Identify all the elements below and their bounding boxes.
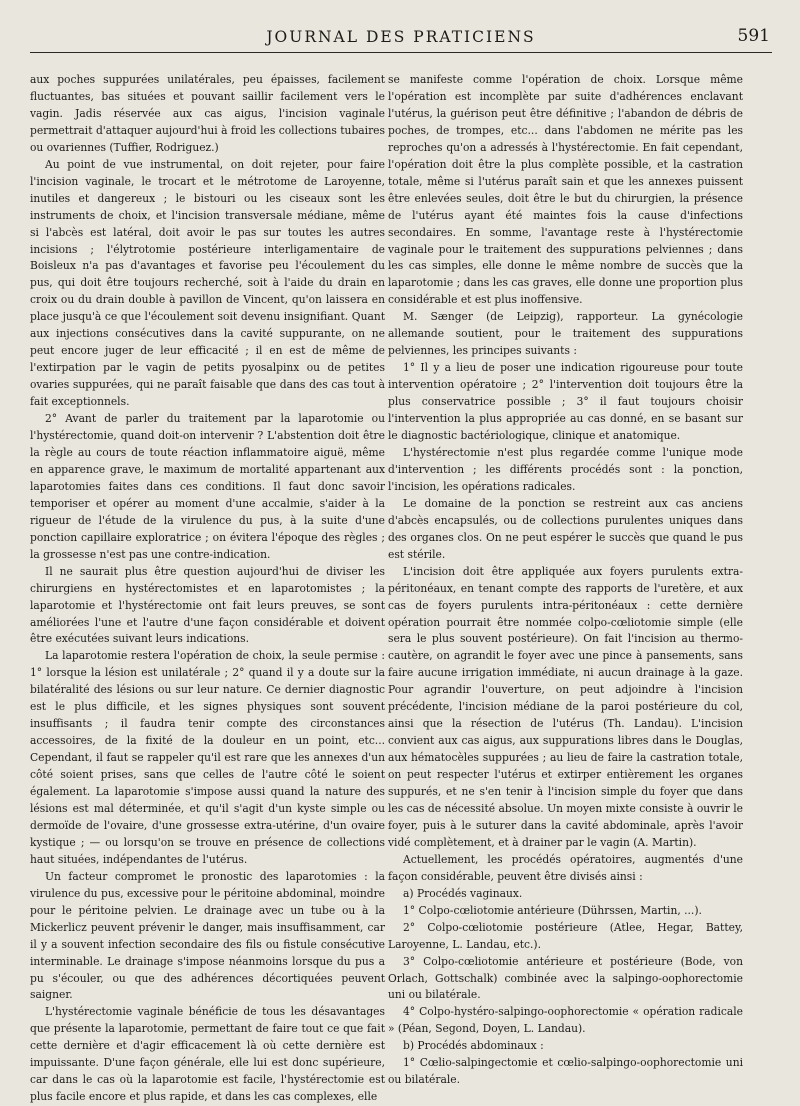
paragraph: Actuellement, les procédés opératoires, augmentés d'une façon considérable, peuvent être divisés ainsi :: [388, 852, 743, 883]
paragraph: L'hystérectomie n'est plus regardée comme l'unique mode d'intervention ; les différents procédés sont : la ponction, l'incision, les opérations radicales.: [388, 445, 743, 493]
list-heading: b) Procédés abdominaux :: [403, 1039, 544, 1053]
left-column: [30, 72, 385, 1106]
running-title: JOURNAL DES PRATICIENS: [266, 28, 536, 46]
list-item: 1° Colpo-cœliotomie antérieure (Dührssen, Martin, ...).: [403, 903, 702, 917]
paragraph: La laparotomie restera l'opération de choix, la seule permise : 1° lorsque la lésion est unilatérale ; 2° quand il y a doute sur la bilatéralité des lésions ou sur leur nature. Ce dernier diagnostic est le plus difficile, et les signes physiques sont souvent insuffisants ; il faudra tenir compte des circonstances accessoires, de la fixité de la douleur en un point, etc... Cependant, il faut se rappeler qu'il est rare que les annexes d'un côté soient prises, sans que celles de l'autre côté le soient également. La laparotomie s'impose aussi quand la nature des lésions est mal déterminée, et qu'il s'agit d'un kyste simple ou dermoïde de l'ovaire, d'une grossesse extra-utérine, d'un ovaire kystique ; — ou lorsqu'on se trouve en présence de collections haut situées, indépendantes de l'utérus.: [30, 649, 385, 866]
right-column: [388, 72, 743, 1089]
page-header: [30, 22, 772, 53]
list-item: 3° Colpo-cœliotomie antérieure et postérieure (Bode, von Orlach, Gottschalk) combinée avec la salpingo-oophorectomie uni ou bilatérale.: [388, 954, 743, 1002]
paragraph: aux poches suppurées unilatérales, peu épaisses, facilement fluctuantes, bas situées et pouvant saillir facilement vers le vagin. Jadis réservée aux cas aigus, l'incision vaginale permettrait d'attaquer aujourd'hui à froid les collections tubaires ou ovariennes (Tuffier, Rodriguez.): [30, 73, 385, 154]
list-item: 1° Cœlio-salpingectomie et cœlio-salpingo-oophorectomie uni ou bilatérale.: [388, 1056, 743, 1087]
page-number: 591: [737, 26, 770, 46]
paragraph: Le domaine de la ponction se restreint aux cas anciens d'abcès encapsulés, ou de collections purulentes uniques dans des organes clos. On ne peut espérer le succès que quand le pus est stérile.: [388, 496, 743, 561]
paragraph: 1° Il y a lieu de poser une indication rigoureuse pour toute intervention opératoire ; 2° l'intervention doit toujours être la plus conservatrice possible ; 3° il faut toujours choisir l'intervention la plus appropriée au cas donné, en se basant sur le diagnostic bactériologique, clinique et anatomique.: [388, 361, 743, 443]
paragraph: L'incision doit être appliquée aux foyers purulents extra-péritonéaux, en tenant compte des rapports de l'uretère, et aux cas de foyers purulents intra-péritonéaux : cette dernière opération pourrait être nommée colpo-cœliotomie simple (elle sera le plus souvent postérieure). On fait l'incision au thermo-cautère, on agrandit le foyer avec une pince à pansements, sans faire aucune irrigation immédiate, ni aucun drainage à la gaze. Pour agrandir l'ouverture, on peut adjoindre à l'incision précédente, l'incision médiane de la paroi postérieure du col, ainsi que la résection de l'utérus (Th. Landau). L'incision convient aux cas aigus, aux suppurations libres dans le Douglas, aux hématocèles suppurées ; au lieu de faire la castration totale, on peut respecter l'utérus et extirper entièrement les organes suppurés, et ne s'en tenir à l'incision simple du foyer que dans les cas de nécessité absolue. Un moyen mixte consiste à ouvrir le foyer, puis à le suturer dans la cavité abdominale, après l'avoir vidé complètement, et à drainer par le vagin (A. Martin).: [388, 564, 743, 849]
list-heading: a) Procédés vaginaux.: [403, 886, 523, 900]
paragraph: M. Sænger (de Leipzig), rapporteur. La gynécologie allemande soutient, pour le traitement des suppurations pelviennes, les principes suivants :: [388, 310, 743, 358]
paragraph: Au point de vue instrumental, on doit rejeter, pour faire l'incision vaginale, le trocart et le métrotome de Laroyenne, inutiles et dangereux ; le bistouri ou les ciseaux sont les instruments de choix, et l'incision transversale médiane, même si l'abcès est latéral, doit avoir le pas sur toutes les autres incisions ; l'élytrotomie postérieure interligamentaire de Boisleux n'a pas d'avantages et favorise peu l'écoulement du pus, qui doit être toujours recherché, soit à l'aide du drain en croix ou du drain double à pavillon de Vincent, qu'on laissera en place jusqu'à ce que l'écoulement soit devenu insignifiant. Quant aux injections consécutives dans la cavité suppurante, on ne peut encore juger de leur efficacité ; il en est de même de l'extirpation par le vagin de petits pyosalpinx ou de petites ovaries suppurées, qui ne paraît faisable que dans des cas tout à fait exceptionnels.: [30, 157, 385, 409]
paragraph: se manifeste comme l'opération de choix. Lorsque même l'opération est incomplète par suite d'adhérences enclavant l'utérus, la guérison peut être définitive ; l'abandon de débris de poches, de trompes, etc... dans l'abdomen ne mérite pas les reproches qu'on a adressés à l'hystérectomie. En fait cependant, l'opération doit être la plus complète possible, et la castration totale, même si l'utérus paraît sain et que les annexes puissent être enlevées seules, doit être le but du chirurgien, la présence de l'utérus ayant été maintes fois la cause d'infections secondaires. En somme, l'avantage reste à l'hystérectomie vaginale pour le traitement des suppurations pelviennes ; dans les cas simples, elle donne le même nombre de succès que la laparotomie ; dans les cas graves, elle donne une proportion plus considérable et est plus inoffensive.: [388, 73, 743, 307]
list-item: 4° Colpo-hystéro-salpingo-oophorectomie « opération radicale » (Péan, Segond, Doyen, L. Landau).: [388, 1005, 743, 1036]
list-item: 2° Colpo-cœliotomie postérieure (Atlee, Hegar, Battey, Laroyenne, L. Landau, etc.).: [388, 920, 743, 951]
paragraph: L'hystérectomie vaginale bénéficie de tous les désavantages que présente la laparotomie, permettant de faire tout ce que fait cette dernière et d'agir efficacement là où cette dernière est impuissante. D'une façon générale, elle lui est donc supérieure, car dans le cas où la laparotomie est facile, l'hystérectomie est plus facile encore et plus rapide, et dans les cas complexes, elle: [30, 1005, 385, 1104]
paragraph: Un facteur compromet le pronostic des laparotomies : la virulence du pus, excessive pour le péritoine abdominal, moindre pour le péritoine pelvien. Le drainage avec un tube ou à la Mickerlicz peuvent prévenir le danger, mais insuffisamment, car il y a souvent infection secondaire des fils ou fistule consécutive interminable. Le drainage s'impose néanmoins lorsque du pus a pu s'écouler, ou que des adhérences décortiquées peuvent saigner.: [30, 869, 385, 1002]
paragraph: 2° Avant de parler du traitement par la laparotomie ou l'hystérectomie, quand doit-on intervenir ? L'abstention doit être la règle au cours de toute réaction inflammatoire aiguë, même en apparence grave, le maximum de mortalité appartenant aux laparotomies faites dans ces conditions. Il faut donc savoir temporiser et opérer au moment d'une accalmie, s'aider à la rigueur de l'étude de la virulence du pus, à la suite d'une ponction capillaire exploratrice ; on évitera l'époque des règles ; la grossesse n'est pas une contre-indication.: [30, 412, 385, 561]
paragraph: Il ne saurait plus être question aujourd'hui de diviser les chirurgiens en hystérectomistes et en laparotomistes ; la laparotomie et l'hystérectomie ont fait leurs preuves, se sont améliorées l'une et l'autre d'une façon considérable et doivent être exécutées suivant leurs indications.: [30, 564, 385, 646]
